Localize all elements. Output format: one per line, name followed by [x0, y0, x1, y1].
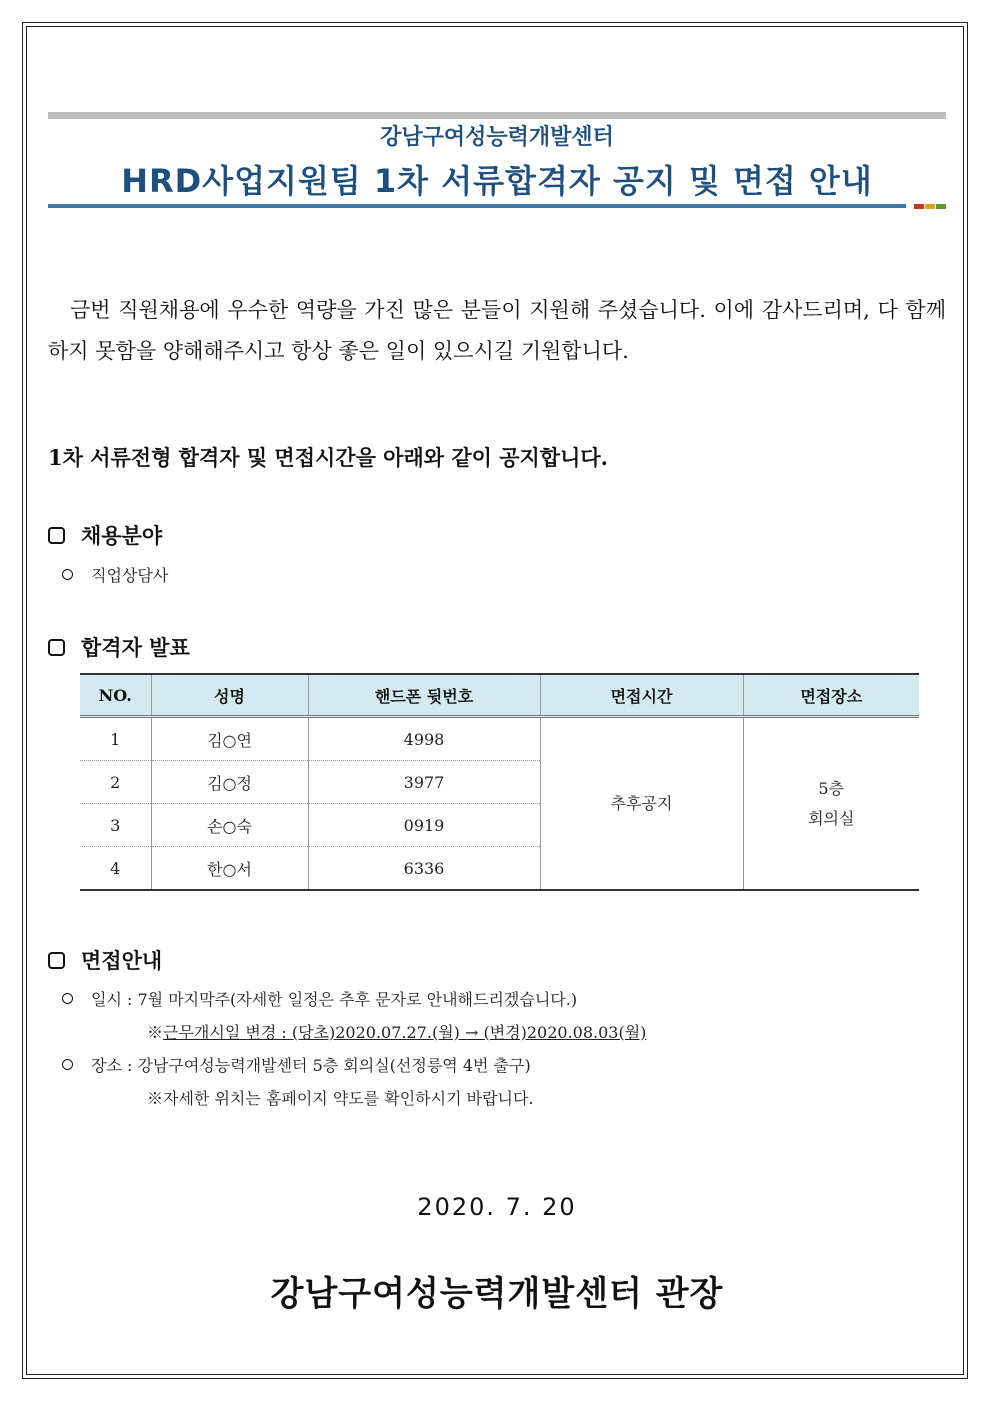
header-top-bar [48, 112, 946, 119]
circle-bullet-icon [62, 993, 73, 1004]
checkbox-square-icon [48, 952, 65, 969]
place-line-2: 회의실 [808, 808, 855, 828]
intro-paragraph: 금번 직원채용에 우수한 역량을 가진 많은 분들이 지원해 주셨습니다. 이에 감사드리며, 다 함께 하지 못함을 양해해주시고 항상 좋은 일이 있으시길 기원합니다. [48, 298, 946, 363]
notice-line: 1차 서류전형 합격자 및 면접시간을 아래와 같이 공지합니다. [48, 445, 608, 470]
interview-place-text: 장소 : 강남구여성능력개발센터 5층 회의실(선정릉역 4번 출구) [91, 1056, 531, 1075]
place-line-1: 5층 [818, 778, 845, 798]
col-header-place: 면접장소 [743, 674, 919, 717]
interview-date-note [147, 1020, 646, 1043]
table-header-row [80, 674, 919, 717]
cell-phone: 4998 [308, 717, 540, 761]
cell-name: 손○숙 [151, 804, 308, 847]
organization-name: 강남구여성능력개발센터 [380, 125, 614, 150]
col-header-no: NO. [80, 674, 151, 717]
cell-no: 2 [80, 761, 151, 804]
col-header-time: 면접시간 [540, 674, 743, 717]
checkbox-square-icon [48, 527, 65, 544]
section-field-heading [48, 520, 162, 550]
accent-yellow [925, 204, 935, 209]
table-row [80, 717, 919, 761]
signature: 강남구여성능력개발센터 관장 [270, 1274, 724, 1314]
document-date: 2020. 7. 20 [417, 1193, 577, 1221]
accent-green [936, 204, 946, 209]
cell-no: 4 [80, 847, 151, 891]
page-title: HRD사업지원팀 1차 서류합격자 공지 및 면접 안내 [121, 162, 873, 200]
section-results-heading [48, 632, 190, 662]
accent-red [914, 204, 924, 209]
field-item [62, 563, 168, 586]
section-results-title: 합격자 발표 [81, 635, 190, 660]
interview-place-item [62, 1053, 531, 1076]
circle-bullet-icon [62, 1059, 73, 1070]
results-table [80, 673, 919, 891]
cell-name: 김○연 [151, 717, 308, 761]
cell-interview-time: 추후공지 [540, 717, 743, 891]
cell-phone: 6336 [308, 847, 540, 891]
cell-no: 1 [80, 717, 151, 761]
start-date-change-text: 근무개시일 변경 : (당초)2020.07.27.(월) → (변경)2020.08.03(월) [163, 1023, 647, 1042]
field-item-label: 직업상담사 [91, 566, 169, 585]
interview-place-note: ※자세한 위치는 홈페이지 약도를 확인하시기 바랍니다. [147, 1089, 534, 1108]
cell-phone: 3977 [308, 761, 540, 804]
col-header-name: 성명 [151, 674, 308, 717]
cell-interview-place [743, 717, 919, 891]
cell-name: 한○서 [151, 847, 308, 891]
section-interview-title: 면접안내 [81, 948, 163, 973]
cell-no: 3 [80, 804, 151, 847]
header-bottom-bar [48, 204, 906, 208]
col-header-phone: 핸드폰 뒷번호 [308, 674, 540, 717]
interview-date-text: 일시 : 7월 마지막주(자세한 일정은 추후 문자로 안내해드리겠습니다.) [91, 990, 578, 1009]
cell-phone: 0919 [308, 804, 540, 847]
checkbox-square-icon [48, 639, 65, 656]
section-field-title: 채용분야 [81, 523, 163, 548]
interview-date-item [62, 987, 577, 1010]
cell-name: 김○정 [151, 761, 308, 804]
circle-bullet-icon [62, 569, 73, 580]
section-interview-heading [48, 945, 162, 975]
note-mark: ※ [147, 1023, 164, 1042]
